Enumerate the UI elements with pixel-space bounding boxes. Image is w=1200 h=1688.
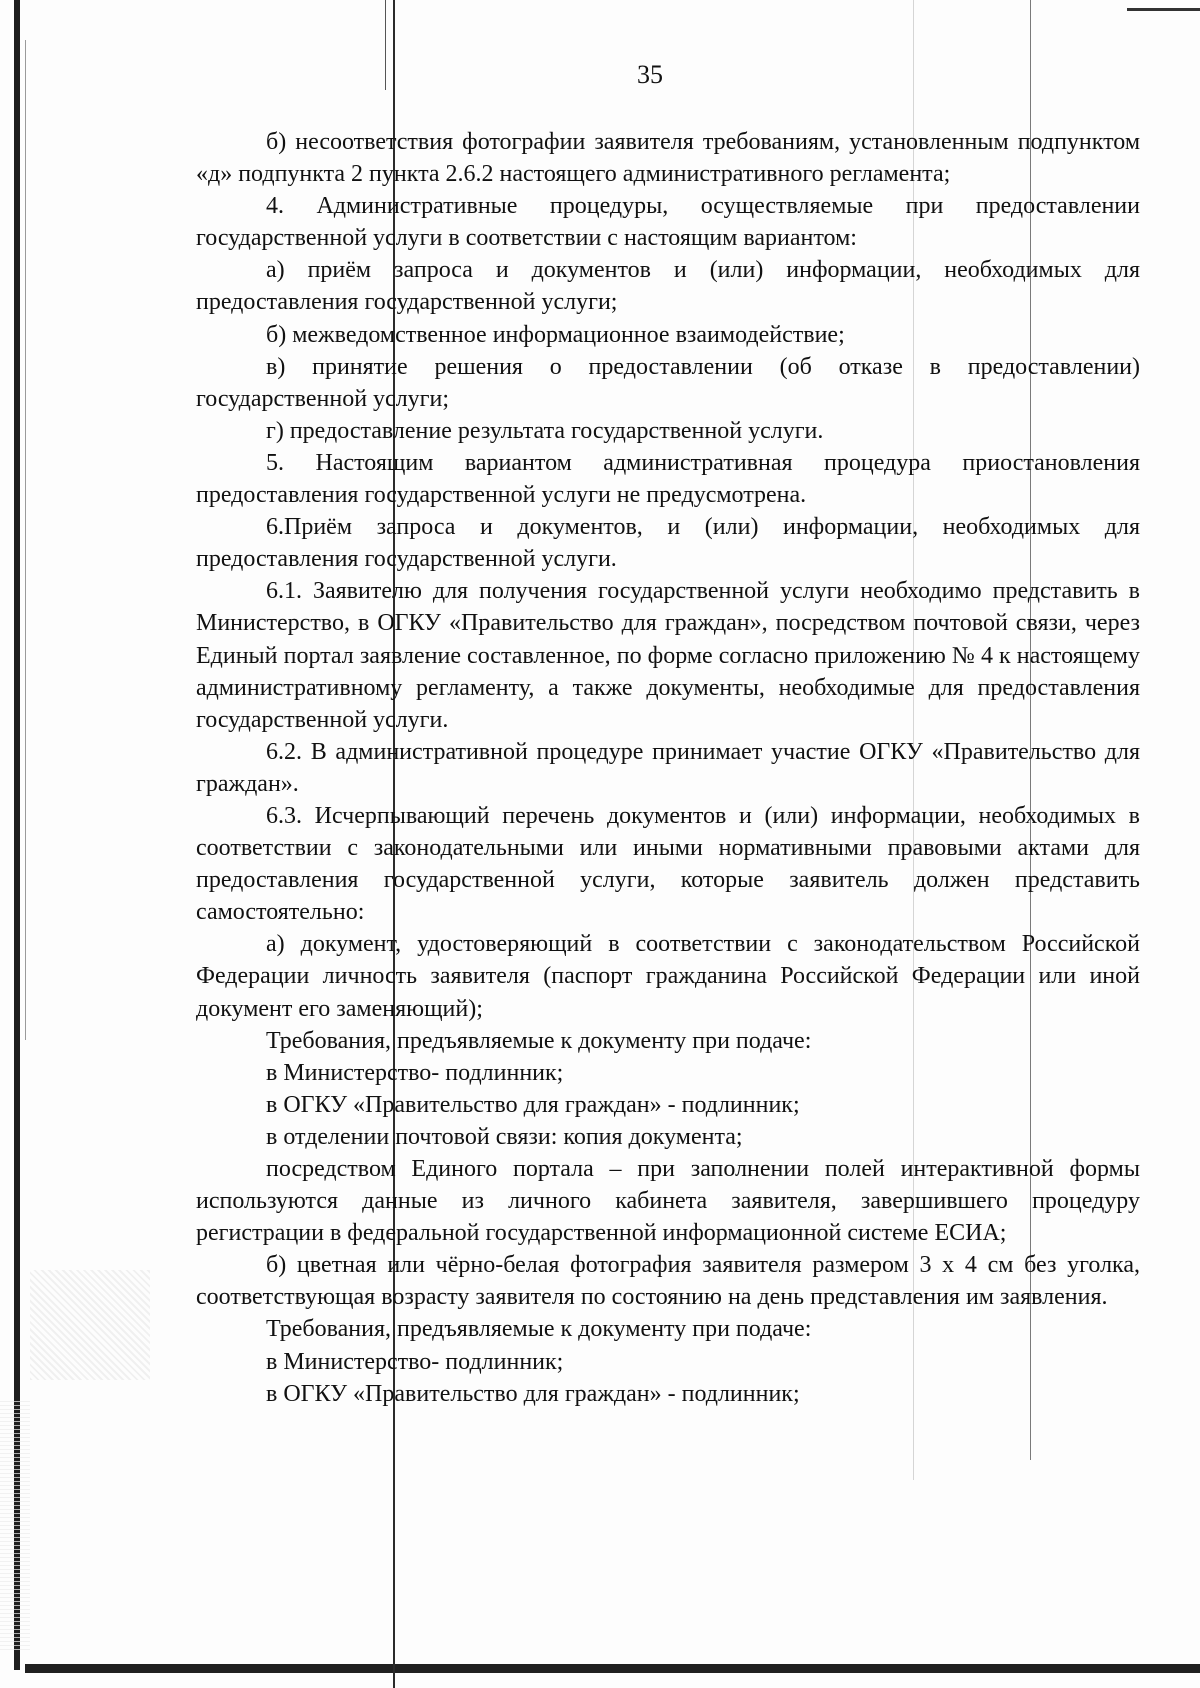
paragraph: в отделении почтовой связи: копия документа;: [266, 1123, 743, 1150]
paragraph: Требования, предъявляемые к документу при подаче:: [266, 1316, 812, 1343]
paragraph: 5. Настоящим вариантом административная процедура приостановления предоставления государственной услуги не предусмотрена.: [196, 449, 1140, 509]
scan-fold-line: [385, 0, 386, 90]
scan-corner-artifact: [1127, 8, 1200, 11]
paragraph: 6.1. Заявителю для получения государственной услуги необходимо представить в Министерство, в ОГКУ «Правительство для граждан», посредством почтовой связи, через Единый портал заявление составленное, по форме согласно приложению № 4 к настоящему административному регламенту, а также документы, необходимые для предоставления государственной услуги.: [196, 578, 1140, 733]
paragraph: в ОГКУ «Правительство для граждан» - подлинник;: [266, 1380, 800, 1407]
scan-noise: [30, 1270, 150, 1380]
scan-edge-line: [25, 40, 26, 1040]
paragraph: б) межведомственное информационное взаимодействие;: [266, 321, 845, 348]
scan-noise: [0, 1400, 30, 1650]
paragraph: а) документ, удостоверяющий в соответствии с законодательством Российской Федерации личность заявителя (паспорт гражданина Российской Федерации или иной документ его заменяющий);: [196, 931, 1140, 1022]
paragraph: 6.2. В административной процедуре принимает участие ОГКУ «Правительство для граждан».: [196, 738, 1140, 797]
document-body: [196, 126, 1140, 1410]
paragraph: в Министерство- подлинник;: [266, 1348, 564, 1375]
paragraph: 6.Приём запроса и документов, и (или) информации, необходимых для предоставления государственной услуги.: [196, 514, 1140, 573]
paragraph: посредством Единого портала – при заполнении полей интерактивной формы используются данные из личного кабинета заявителя, завершившего процедуру регистрации в федеральной государственной информационной системе ЕСИА;: [196, 1156, 1140, 1247]
paragraph: в) принятие решения о предоставлении (об отказе в предоставлении) государственной услуги;: [196, 353, 1140, 412]
paragraph: г) предоставление результата государственной услуги.: [266, 417, 824, 444]
paragraph: б) несоответствия фотографии заявителя требованиям, установленным подпунктом «д» подпункта 2 пункта 2.6.2 настоящего административного регламента;: [196, 129, 1140, 188]
paragraph: в Министерство- подлинник;: [266, 1059, 564, 1086]
paragraph: а) приём запроса и документов и (или) информации, необходимых для предоставления государственной услуги;: [196, 257, 1140, 316]
page-number: 35: [637, 60, 663, 89]
paragraph: б) цветная или чёрно-белая фотография заявителя размером 3 х 4 см без уголка, соответствующая возрасту заявителя по состоянию на день представления им заявления.: [196, 1252, 1140, 1311]
paragraph: Требования, предъявляемые к документу при подаче:: [266, 1027, 812, 1054]
paragraph: 4. Административные процедуры, осуществляемые при предоставлении государственной услуги в соответствии с настоящим вариантом:: [196, 193, 1140, 252]
paragraph: 6.3. Исчерпывающий перечень документов и (или) информации, необходимых в соответствии с законодательными или иными нормативными правовыми актами для предоставления государственной услуги, которые заявитель должен представить самостоятельно:: [196, 802, 1140, 926]
scan-bottom-artifact: [25, 1664, 1200, 1673]
paragraph: в ОГКУ «Правительство для граждан» - подлинник;: [266, 1091, 800, 1118]
